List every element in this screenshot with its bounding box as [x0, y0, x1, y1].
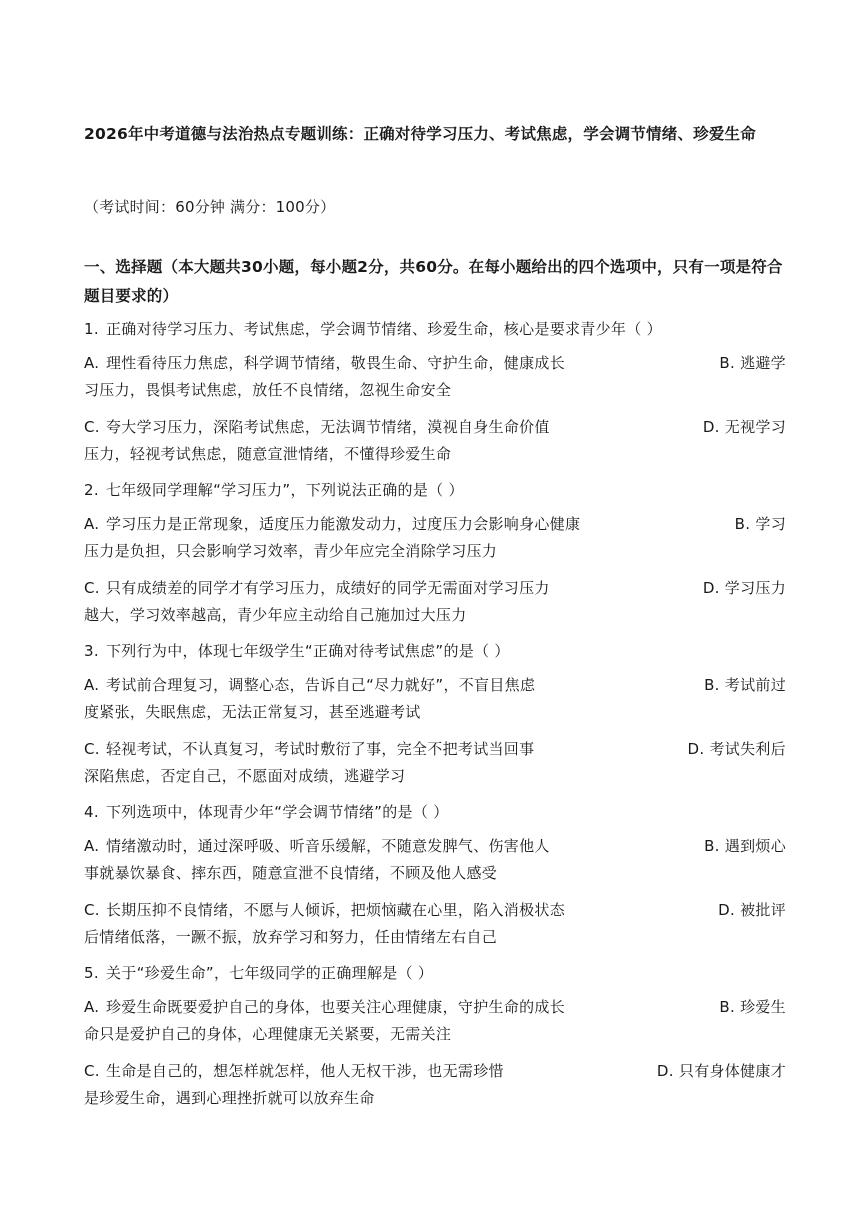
option-continuation: 越大，学习效率越高，青少年应主动给自己施加过大压力: [84, 606, 467, 624]
option-next-start: B. 遇到烦心: [704, 837, 786, 855]
question-number: 1.: [84, 320, 99, 338]
option-letter: A.: [84, 515, 100, 533]
option-continuation: 压力是负担，只会影响学习效率，青少年应完全消除学习压力: [84, 542, 498, 560]
option-text: 理性看待压力焦虑，科学调节情绪，敬畏生命、守护生命，健康成长: [106, 354, 566, 372]
question-stem: [84, 800, 786, 824]
section-title: 一、选择题（本大题共30小题，每小题2分，共60分。在每小题给出的四个选项中，只有一项是符合题目要求的）: [84, 258, 783, 305]
option-line: [84, 1058, 786, 1085]
option-next-start: B. 学习: [734, 515, 786, 533]
option-continuation: 是珍爱生命，遇到心理挫折就可以放弃生命: [84, 1089, 375, 1107]
option-left: [84, 1058, 504, 1085]
option-continuation: 度紧张，失眠焦虑，无法正常复习，甚至逃避考试: [84, 703, 421, 721]
question-text: 正确对待学习压力、考试焦虑，学会调节情绪、珍爱生命，核心是要求青少年（ ）: [106, 320, 662, 338]
option-letter: A.: [84, 354, 100, 372]
option-row: [84, 575, 786, 629]
option-left: [84, 511, 580, 538]
question-number: 5.: [84, 964, 99, 982]
option-line: [84, 736, 786, 763]
question-1: [84, 317, 786, 468]
question-stem: [84, 639, 786, 663]
option-row: [84, 414, 786, 468]
option-continuation: 事就暴饮暴食、摔东西，随意宣泄不良情绪，不顾及他人感受: [84, 864, 498, 882]
option-text: 考试前合理复习，调整心态，告诉自己“尽力就好”，不盲目焦虑: [106, 676, 536, 694]
option-line: [84, 672, 786, 699]
option-left: [84, 414, 550, 441]
option-left: [84, 833, 550, 860]
question-stem: [84, 317, 786, 341]
option-next-start: D. 学习压力: [702, 579, 786, 597]
option-line: [84, 350, 786, 377]
option-continuation: 习压力，畏惧考试焦虑，放任不良情绪，忽视生命安全: [84, 381, 452, 399]
question-5: [84, 961, 786, 1112]
option-continuation: 深陷焦虑，否定自己，不愿面对成绩，逃避学习: [84, 767, 406, 785]
option-next-start: D. 考试失利后: [687, 740, 786, 758]
question-2: [84, 478, 786, 629]
option-letter: A.: [84, 998, 100, 1016]
option-text: 情绪激动时，通过深呼吸、听音乐缓解，不随意发脾气、伤害他人: [106, 837, 550, 855]
question-number: 2.: [84, 481, 99, 499]
question-text: 下列选项中，体现青少年“学会调节情绪”的是（ ）: [106, 803, 449, 821]
option-next-start: B. 逃避学: [719, 354, 786, 372]
option-continuation: 后情绪低落，一蹶不振，放弃学习和努力，任由情绪左右自己: [84, 928, 498, 946]
exam-info: （考试时间：60分钟 满分：100分）: [84, 198, 336, 216]
option-next-start: D. 只有身体健康才: [656, 1062, 786, 1080]
question-number: 3.: [84, 642, 99, 660]
option-letter: C.: [84, 418, 100, 436]
option-letter: C.: [84, 579, 100, 597]
option-next-start: D. 无视学习: [702, 418, 786, 436]
option-letter: C.: [84, 901, 100, 919]
option-text: 轻视考试，不认真复习，考试时敷衍了事，完全不把考试当回事: [106, 740, 535, 758]
option-row: [84, 672, 786, 726]
question-text: 七年级同学理解“学习压力”，下列说法正确的是（ ）: [106, 481, 464, 499]
option-line: [84, 414, 786, 441]
option-row: [84, 994, 786, 1048]
option-text: 只有成绩差的同学才有学习压力，成绩好的同学无需面对学习压力: [106, 579, 550, 597]
option-continuation: 压力，轻视考试焦虑，随意宣泄情绪，不懂得珍爱生命: [84, 445, 452, 463]
question-list: [84, 317, 786, 1112]
option-next-start: B. 考试前过: [704, 676, 786, 694]
option-left: [84, 672, 535, 699]
option-letter: A.: [84, 837, 100, 855]
option-left: [84, 897, 565, 924]
option-next-start: D. 被批评: [718, 901, 786, 919]
question-text: 关于“珍爱生命”，七年级同学的正确理解是（ ）: [106, 964, 434, 982]
option-line: [84, 897, 786, 924]
option-left: [84, 350, 565, 377]
question-4: [84, 800, 786, 951]
option-line: [84, 833, 786, 860]
option-next-start: B. 珍爱生: [719, 998, 786, 1016]
option-row: [84, 511, 786, 565]
option-letter: A.: [84, 676, 100, 694]
option-text: 珍爱生命既要爱护自己的身体，也要关注心理健康，守护生命的成长: [106, 998, 566, 1016]
question-text: 下列行为中，体现七年级学生“正确对待考试焦虑”的是（ ）: [106, 642, 510, 660]
option-text: 生命是自己的，想怎样就怎样，他人无权干涉，也无需珍惜: [106, 1062, 504, 1080]
question-stem: [84, 961, 786, 985]
document-title: 2026年中考道德与法治热点专题训练：正确对待学习压力、考试焦虑，学会调节情绪、珍爱生命: [84, 125, 756, 143]
option-row: [84, 1058, 786, 1112]
option-left: [84, 575, 550, 602]
option-left: [84, 736, 534, 763]
option-row: [84, 897, 786, 951]
option-letter: C.: [84, 1062, 100, 1080]
option-line: [84, 511, 786, 538]
option-text: 学习压力是正常现象，适度压力能激发动力，过度压力会影响身心健康: [106, 515, 581, 533]
option-text: 长期压抑不良情绪，不愿与人倾诉，把烦恼藏在心里，陷入消极状态: [106, 901, 566, 919]
option-line: [84, 994, 786, 1021]
option-continuation: 命只是爱护自己的身体，心理健康无关紧要，无需关注: [84, 1025, 452, 1043]
option-row: [84, 350, 786, 404]
option-letter: C.: [84, 740, 100, 758]
option-row: [84, 833, 786, 887]
question-3: [84, 639, 786, 790]
question-stem: [84, 478, 786, 502]
option-text: 夸大学习压力，深陷考试焦虑，无法调节情绪，漠视自身生命价值: [106, 418, 550, 436]
option-line: [84, 575, 786, 602]
option-row: [84, 736, 786, 790]
option-left: [84, 994, 565, 1021]
question-number: 4.: [84, 803, 99, 821]
